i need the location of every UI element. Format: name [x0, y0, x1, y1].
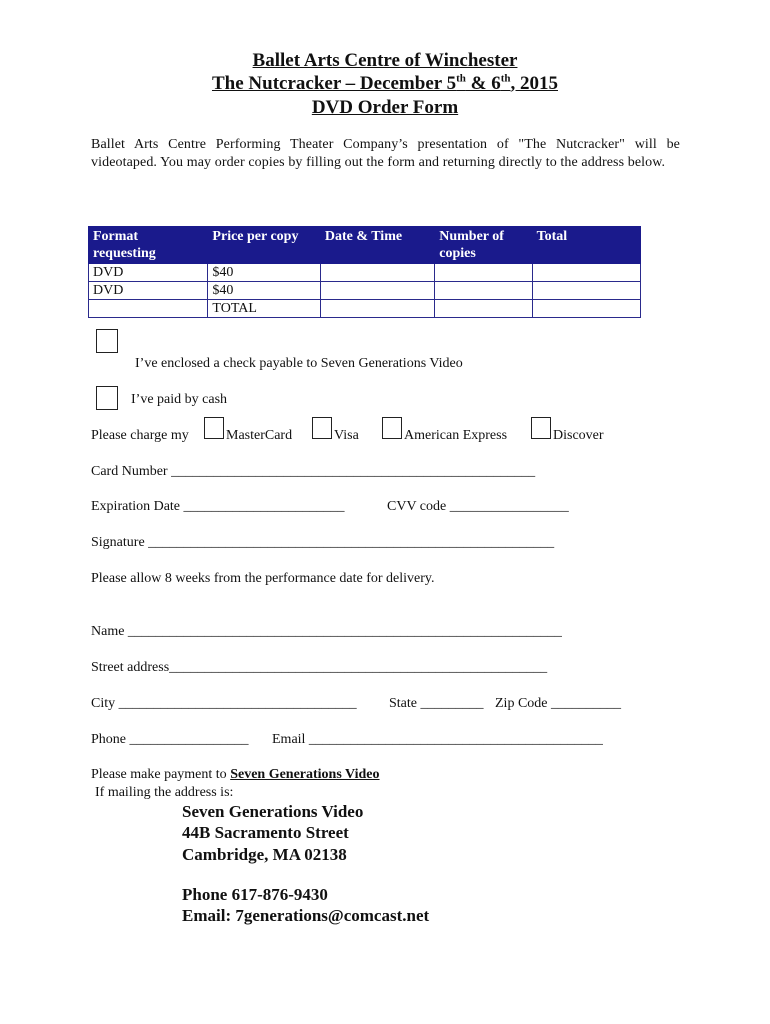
table-header-row — [89, 227, 641, 264]
amex-checkbox[interactable] — [382, 417, 402, 439]
mastercard-checkbox[interactable] — [204, 417, 224, 439]
contact-phone: Phone 617-876-9430 — [182, 885, 328, 904]
table-row-total — [89, 300, 641, 318]
address-city: Cambridge, MA 02138 — [182, 845, 347, 864]
cell-price: $40 — [208, 264, 320, 282]
discover-checkbox[interactable] — [531, 417, 551, 439]
card-number-field[interactable]: Card Number ____________________________________________________ — [91, 464, 536, 479]
charge-label: Please charge my — [91, 428, 189, 443]
cell-grand-total[interactable] — [532, 300, 640, 318]
intro-paragraph: Ballet Arts Centre Performing Theater Company’s presentation of "The Nutcracker" will be videotaped. You may order copies by filling out the form and returning directly to the address below. — [91, 137, 680, 170]
payable-line — [91, 766, 380, 784]
delivery-note: Please allow 8 weeks from the performance date for delivery. — [91, 571, 435, 586]
show-title-amp: & 6 — [465, 73, 501, 94]
table-row — [89, 282, 641, 300]
header-number: Number of copies — [435, 227, 532, 264]
email-field[interactable]: Email __________________________________________ — [272, 732, 603, 747]
cell-format: DVD — [89, 264, 208, 282]
cell-total[interactable] — [532, 264, 640, 282]
header-total: Total — [532, 227, 640, 264]
cell-number[interactable] — [435, 282, 532, 300]
expiration-field[interactable]: Expiration Date _______________________ — [91, 499, 345, 514]
payable-prefix: Please make payment to — [91, 767, 231, 782]
contact-email: Email: 7generations@comcast.net — [182, 906, 430, 925]
mastercard-label: MasterCard — [226, 428, 293, 443]
check-label: I’ve enclosed a check payable to Seven Generations Video — [135, 356, 463, 371]
cell-total[interactable] — [532, 282, 640, 300]
check-checkbox[interactable] — [96, 329, 118, 353]
state-field[interactable]: State _________ — [389, 696, 484, 711]
cash-checkbox[interactable] — [96, 386, 118, 410]
discover-label: Discover — [553, 428, 604, 443]
cvv-field[interactable]: CVV code _________________ — [387, 499, 569, 514]
cell-date-time[interactable] — [320, 300, 434, 318]
header-format: Format requesting — [89, 227, 208, 264]
cell-date-time[interactable] — [320, 282, 434, 300]
mailing-intro: If mailing the address is: — [95, 785, 234, 800]
show-title — [0, 72, 770, 96]
cell-format: DVD — [89, 282, 208, 300]
cell-price: $40 — [208, 282, 320, 300]
signature-field[interactable]: Signature __________________________________________________________ — [91, 535, 555, 550]
street-field[interactable]: Street address______________________________________________________ — [91, 660, 548, 675]
order-table — [88, 226, 641, 318]
header-price: Price per copy — [208, 227, 320, 264]
city-field[interactable]: City __________________________________ — [91, 696, 357, 711]
address-street: 44B Sacramento Street — [182, 823, 349, 842]
org-title: Ballet Arts Centre of Winchester — [252, 50, 518, 71]
cell-format — [89, 300, 208, 318]
address-name: Seven Generations Video — [182, 802, 364, 821]
visa-checkbox[interactable] — [312, 417, 332, 439]
name-field[interactable]: Name ______________________________________________________________ — [91, 624, 562, 639]
phone-field[interactable]: Phone _________________ — [91, 732, 249, 747]
show-title-suffix: , 2015 — [510, 73, 558, 94]
show-title-prefix: The Nutcracker – December 5 — [211, 73, 457, 94]
cell-number[interactable] — [435, 300, 532, 318]
table-row — [89, 264, 641, 282]
show-title-sup1: th — [456, 72, 466, 85]
show-title-sup2: th — [500, 72, 511, 85]
visa-label: Visa — [334, 428, 359, 443]
zip-field[interactable]: Zip Code __________ — [495, 696, 621, 711]
cash-label: I’ve paid by cash — [131, 392, 228, 407]
payable-name: Seven Generations Video — [230, 767, 380, 782]
cell-date-time[interactable] — [320, 264, 434, 282]
header-date-time: Date & Time — [320, 227, 434, 264]
cell-number[interactable] — [435, 264, 532, 282]
form-title: DVD Order Form — [311, 97, 459, 118]
cell-total-label: TOTAL — [208, 300, 320, 318]
amex-label: American Express — [404, 428, 508, 443]
